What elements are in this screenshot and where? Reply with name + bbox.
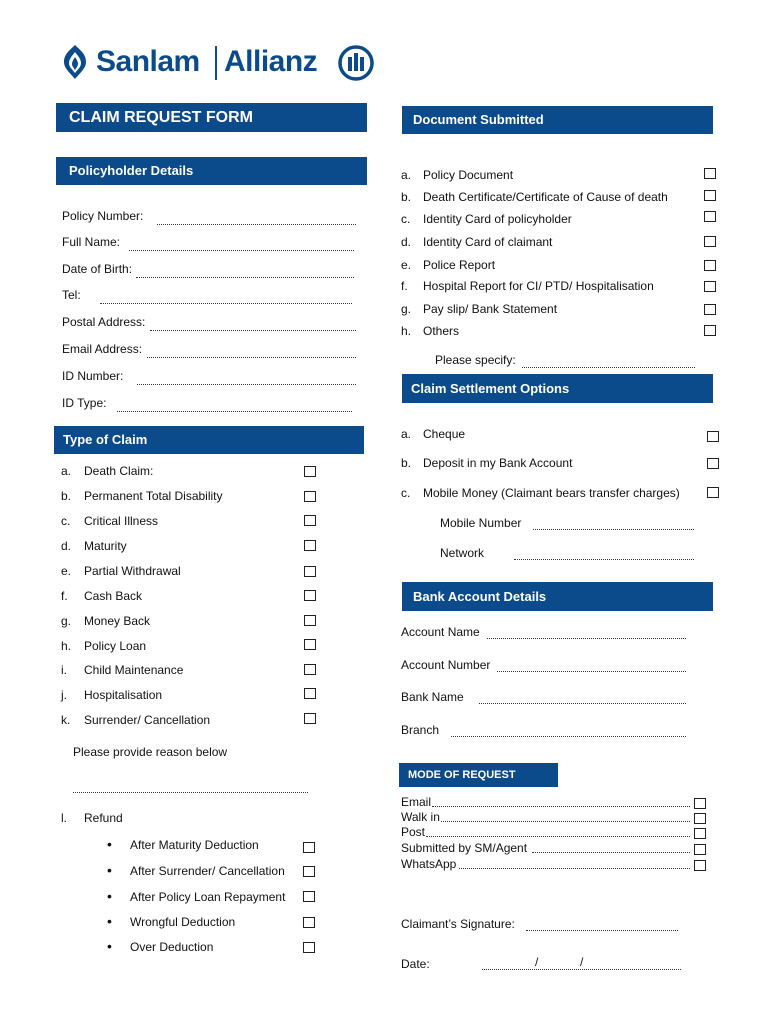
document-item-letter: h. xyxy=(401,324,412,338)
date-separator-1: / xyxy=(535,955,539,969)
document-item-checkbox[interactable] xyxy=(704,304,716,315)
document-item-checkbox[interactable] xyxy=(704,190,716,201)
logo xyxy=(60,42,380,82)
bank-field-input[interactable] xyxy=(451,736,686,737)
policyholder-field-input[interactable] xyxy=(100,303,352,304)
reason-line[interactable] xyxy=(73,792,308,793)
claim-item-checkbox[interactable] xyxy=(304,688,316,699)
document-item-label: Police Report xyxy=(423,258,496,272)
settlement-item-letter: c. xyxy=(401,486,411,500)
bank-field-input[interactable] xyxy=(479,703,686,704)
document-item-checkbox[interactable] xyxy=(704,281,716,292)
refund-item-checkbox[interactable] xyxy=(303,842,315,853)
claim-item-letter: f. xyxy=(61,589,68,603)
claim-item-label: Critical Illness xyxy=(84,514,159,528)
document-item-letter: g. xyxy=(401,302,412,316)
policyholder-field-input[interactable] xyxy=(150,330,356,331)
claim-item-checkbox[interactable] xyxy=(304,491,316,502)
bullet-icon: • xyxy=(107,888,112,904)
settlement-item-label: Mobile Money (Claimant bears transfer charges) xyxy=(423,486,680,500)
claim-item-letter: b. xyxy=(61,489,72,503)
mobile-number-label: Mobile Number xyxy=(440,516,522,530)
mode-item-checkbox[interactable] xyxy=(694,798,706,809)
mode-item-label: Post xyxy=(401,825,426,839)
document-item-checkbox[interactable] xyxy=(704,260,716,271)
settlement-item-checkbox[interactable] xyxy=(707,487,719,498)
policyholder-field-input[interactable] xyxy=(137,384,356,385)
bank-heading: Bank Account Details xyxy=(402,582,713,611)
claim-item-label: Death Claim: xyxy=(84,464,154,478)
refund-item-checkbox[interactable] xyxy=(303,891,315,902)
bank-field-input[interactable] xyxy=(487,638,686,639)
refund-item-checkbox[interactable] xyxy=(303,942,315,953)
claim-item-letter: a. xyxy=(61,464,72,478)
allianz-wordmark: Allianz xyxy=(224,45,318,78)
policyholder-field-label: ID Type: xyxy=(62,396,107,410)
policyholder-field-label: Postal Address: xyxy=(62,315,146,329)
claim-item-label: Child Maintenance xyxy=(84,663,184,677)
policyholder-heading: Policyholder Details xyxy=(56,157,367,185)
document-item-label: Hospital Report for CI/ PTD/ Hospitalisation xyxy=(423,279,654,293)
claim-item-checkbox[interactable] xyxy=(304,713,316,724)
mode-item-checkbox[interactable] xyxy=(694,860,706,871)
mode-item-label: Email xyxy=(401,795,432,809)
bullet-icon: • xyxy=(107,836,112,852)
type-of-claim-heading: Type of Claim xyxy=(54,426,364,454)
settlement-item-checkbox[interactable] xyxy=(707,458,719,469)
mode-item-line xyxy=(441,821,690,822)
claim-item-letter: g. xyxy=(61,614,72,628)
claim-item-checkbox[interactable] xyxy=(304,540,316,551)
specify-label: Please specify: xyxy=(435,353,516,367)
date-line[interactable] xyxy=(482,969,681,970)
claim-item-letter: h. xyxy=(61,639,72,653)
claim-item-label: Maturity xyxy=(84,539,127,553)
document-item-label: Identity Card of policyholder xyxy=(423,212,572,226)
form-title: CLAIM REQUEST FORM xyxy=(56,103,367,132)
document-heading: Document Submitted xyxy=(402,106,713,134)
bullet-icon: • xyxy=(107,913,112,929)
claim-item-checkbox[interactable] xyxy=(304,515,316,526)
document-item-checkbox[interactable] xyxy=(704,236,716,247)
policyholder-field-input[interactable] xyxy=(136,277,354,278)
bullet-icon: • xyxy=(107,862,112,878)
refund-item-label: After Surrender/ Cancellation xyxy=(130,864,285,878)
settlement-item-letter: b. xyxy=(401,456,412,470)
claim-item-label: Surrender/ Cancellation xyxy=(84,713,211,727)
refund-item-label: Wrongful Deduction xyxy=(130,915,236,929)
document-item-letter: d. xyxy=(401,235,412,249)
settlement-item-checkbox[interactable] xyxy=(707,431,719,442)
bank-field-label: Account Number xyxy=(401,658,491,672)
mode-item-checkbox[interactable] xyxy=(694,844,706,855)
claim-item-checkbox[interactable] xyxy=(304,615,316,626)
logo-divider xyxy=(215,46,217,80)
settlement-item-label: Deposit in my Bank Account xyxy=(423,456,573,470)
mode-item-label: Submitted by SM/Agent xyxy=(401,841,528,855)
signature-line[interactable] xyxy=(526,930,678,931)
document-item-letter: a. xyxy=(401,168,412,182)
document-item-label: Identity Card of claimant xyxy=(423,235,553,249)
mobile-number-line[interactable] xyxy=(533,529,694,530)
policyholder-field-label: Policy Number: xyxy=(62,209,144,223)
claim-item-checkbox[interactable] xyxy=(304,664,316,675)
policyholder-field-label: ID Number: xyxy=(62,369,124,383)
mode-heading: MODE OF REQUEST xyxy=(399,763,558,787)
date-label: Date: xyxy=(401,957,430,971)
allianz-eagle-icon xyxy=(338,45,374,81)
refund-item-label: After Maturity Deduction xyxy=(130,838,259,852)
refund-item-checkbox[interactable] xyxy=(303,917,315,928)
refund-item-label: Over Deduction xyxy=(130,940,214,954)
document-item-label: Others xyxy=(423,324,460,338)
refund-label: Refund xyxy=(84,811,123,825)
claim-item-checkbox[interactable] xyxy=(304,566,316,577)
refund-item-label: After Policy Loan Repayment xyxy=(130,890,286,904)
settlement-heading: Claim Settlement Options xyxy=(402,374,713,403)
claim-item-label: Policy Loan xyxy=(84,639,147,653)
claim-item-letter: k. xyxy=(61,713,71,727)
settlement-item-letter: a. xyxy=(401,427,412,441)
document-item-label: Death Certificate/Certificate of Cause of death xyxy=(423,190,668,204)
claim-item-label: Hospitalisation xyxy=(84,688,163,702)
reason-prompt: Please provide reason below xyxy=(73,745,228,759)
document-item-letter: b. xyxy=(401,190,412,204)
policyholder-field-label: Email Address: xyxy=(62,342,143,356)
claim-item-letter: e. xyxy=(61,564,72,578)
document-item-checkbox[interactable] xyxy=(704,325,716,336)
mode-item-checkbox[interactable] xyxy=(694,813,706,824)
claim-item-letter: j. xyxy=(61,688,67,702)
sanlam-wordmark: Sanlam xyxy=(96,45,200,78)
document-item-label: Policy Document xyxy=(423,168,514,182)
document-item-letter: c. xyxy=(401,212,411,226)
mode-item-line xyxy=(532,852,690,853)
mode-item-label: WhatsApp xyxy=(401,857,457,871)
document-item-checkbox[interactable] xyxy=(704,211,716,222)
document-item-letter: f. xyxy=(401,279,408,293)
signature-label: Claimant’s Signature: xyxy=(401,917,515,931)
sanlam-flame-icon xyxy=(60,44,90,80)
refund-letter: l. xyxy=(61,811,67,825)
bank-field-label: Account Name xyxy=(401,625,480,639)
claim-item-label: Money Back xyxy=(84,614,151,628)
policyholder-field-label: Date of Birth: xyxy=(62,262,133,276)
network-line[interactable] xyxy=(514,559,694,560)
network-label: Network xyxy=(440,546,485,560)
mode-item-label: Walk in xyxy=(401,810,440,824)
date-separator-2: / xyxy=(580,955,584,969)
document-item-checkbox[interactable] xyxy=(704,168,716,179)
claim-item-checkbox[interactable] xyxy=(304,590,316,601)
bank-field-input[interactable] xyxy=(497,671,686,672)
mode-item-checkbox[interactable] xyxy=(694,828,706,839)
claim-item-letter: i. xyxy=(61,663,67,677)
claim-item-checkbox[interactable] xyxy=(304,466,316,477)
policyholder-field-input[interactable] xyxy=(157,224,356,225)
specify-line[interactable] xyxy=(522,367,695,368)
claim-item-label: Partial Withdrawal xyxy=(84,564,181,578)
policyholder-field-input[interactable] xyxy=(147,357,356,358)
mode-item-line xyxy=(426,836,690,837)
mode-item-line xyxy=(432,806,690,807)
refund-item-checkbox[interactable] xyxy=(303,866,315,877)
policyholder-field-label: Full Name: xyxy=(62,235,121,249)
claim-item-label: Cash Back xyxy=(84,589,143,603)
settlement-item-label: Cheque xyxy=(423,427,466,441)
document-item-label: Pay slip/ Bank Statement xyxy=(423,302,558,316)
claim-item-label: Permanent Total Disability xyxy=(84,489,223,503)
claim-item-letter: c. xyxy=(61,514,71,528)
bank-field-label: Branch xyxy=(401,723,440,737)
mode-item-line xyxy=(459,868,690,869)
policyholder-field-input[interactable] xyxy=(129,250,354,251)
policyholder-field-label: Tel: xyxy=(62,288,81,302)
bank-field-label: Bank Name xyxy=(401,690,464,704)
bullet-icon: • xyxy=(107,938,112,954)
document-item-letter: e. xyxy=(401,258,412,272)
claim-item-checkbox[interactable] xyxy=(304,639,316,650)
policyholder-field-input[interactable] xyxy=(117,411,352,412)
claim-item-letter: d. xyxy=(61,539,72,553)
